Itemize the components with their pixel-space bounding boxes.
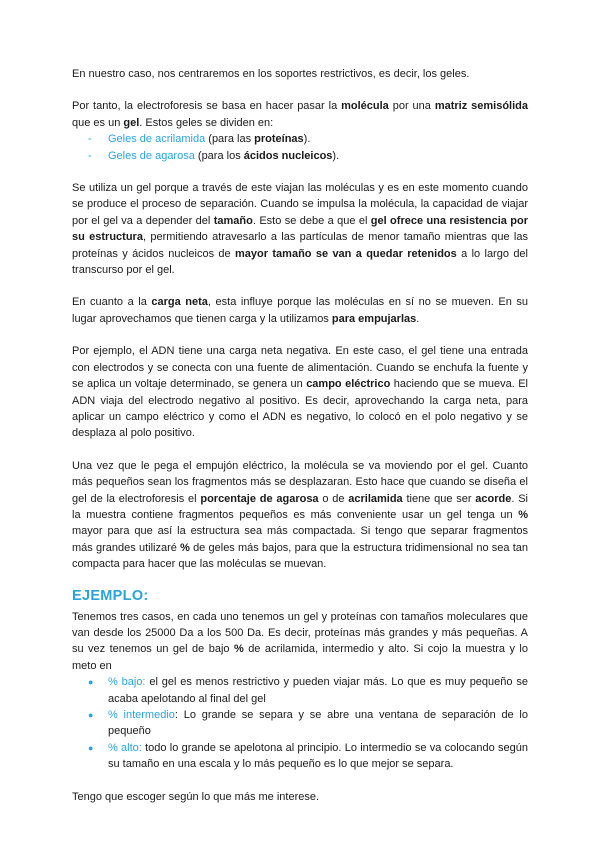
gel-type-name: Geles de acrilamida bbox=[108, 133, 206, 146]
document-body bbox=[72, 66, 528, 805]
list-item: ● % alto: todo lo grande se apelotona al principio. Lo intermedio se va colocando según su tamaño en una escala y lo más pequeño es lo que mejor se separa. bbox=[72, 740, 528, 773]
gel-types-list bbox=[72, 131, 528, 164]
paragraph-percentage: Una vez que le pega el empujón eléctrico, la molécula se va moviendo por el gel. Cuanto más pequeños sean los fragmentos más se desplazaran. Esto hace que cuando se diseña el gel de la electroforesis el porcentaje de agarosa o de acrilamida tiene que ser acorde. Si la muestra contiene fragmentos pequeños es más conveniente usar un gel tenga un % mayor para que así la estructura sea más compactada. Si tengo que separar fragmentos más grandes utilizaré % de geles más bajos, para que la estructura tridimensional no sea tan compacta para hacer que las moléculas se muevan. bbox=[72, 459, 529, 571]
list-item: - Geles de acrilamida (para las proteínas). bbox=[72, 131, 528, 147]
list-item: ● % bajo: el gel es menos restrictivo y pueden viajar más. Lo que es muy pequeño se acaba apelotando al final del gel bbox=[72, 674, 528, 707]
case-label: % alto: bbox=[108, 741, 142, 754]
paragraph-gel-basis: Por tanto, la electroforesis se basa en hacer pasar la molécula por una matriz semisólida que es un gel. Estos geles se dividen en: bbox=[72, 100, 528, 129]
case-label: % bajo: bbox=[108, 676, 146, 689]
list-item: ● % intermedio: Lo grande se separa y se abre una ventana de separación de lo pequeño bbox=[72, 707, 528, 740]
section-heading: EJEMPLO: bbox=[72, 587, 149, 604]
paragraph-dna-example: Por ejemplo, el ADN tiene una carga neta negativa. En este caso, el gel tiene una entrada con electrodos y se conecta con una fuente de alimentación. Cuando se enchufa la fuente y se aplica un voltaje determinado, se genera un campo eléctrico haciendo que se mueva. El ADN viaja del electrodo negativo al positivo. Es decir, aprovechando la carga neta, para aplicar un campo eléctrico y como el ADN es negativo, lo colocó en el polo negativo y se desplaza al polo positivo. bbox=[72, 345, 528, 440]
gel-type-name: Geles de agarosa bbox=[108, 149, 195, 162]
paragraph-intro: En nuestro caso, nos centraremos en los soportes restrictivos, es decir, los geles. bbox=[72, 68, 470, 80]
paragraph-three-cases: Tenemos tres casos, en cada uno tenemos un gel y proteínas con tamaños moleculares que van desde los 25000 Da a los 500 Da. Es decir, proteínas más grandes y más pequeñas. A su vez tenemos un gel de bajo % de acrilamida, intermedio y alto. Si cojo la muestra y lo meto en bbox=[72, 610, 528, 672]
paragraph-conclusion: Tengo que escoger según lo que más me interese. bbox=[72, 790, 320, 803]
cases-list bbox=[72, 674, 528, 772]
paragraph-size: Se utiliza un gel porque a través de este viajan las moléculas y es en este momento cuando se produce el proceso de separación. Cuando se impulsa la molécula, la capacidad de viajar por el gel va a depender del tamaño. Esto se debe a que el gel ofrece una resistencia por su estructura, permitiendo atravesarlo a las partículas de menor tamaño mientras que las proteínas y ácidos nucleicos de mayor tamaño se van a quedar retenidos a lo largo del transcurso por el gel. bbox=[72, 182, 528, 277]
paragraph-charge: En cuanto a la carga neta, esta influye porque las moléculas en sí no se mueven. En su lugar aprovechamos que tienen carga y la utilizamos para empujarlas. bbox=[72, 296, 528, 325]
case-label: % intermedio bbox=[108, 709, 175, 721]
list-item: - Geles de agarosa (para los ácidos nucleicos). bbox=[72, 148, 528, 164]
